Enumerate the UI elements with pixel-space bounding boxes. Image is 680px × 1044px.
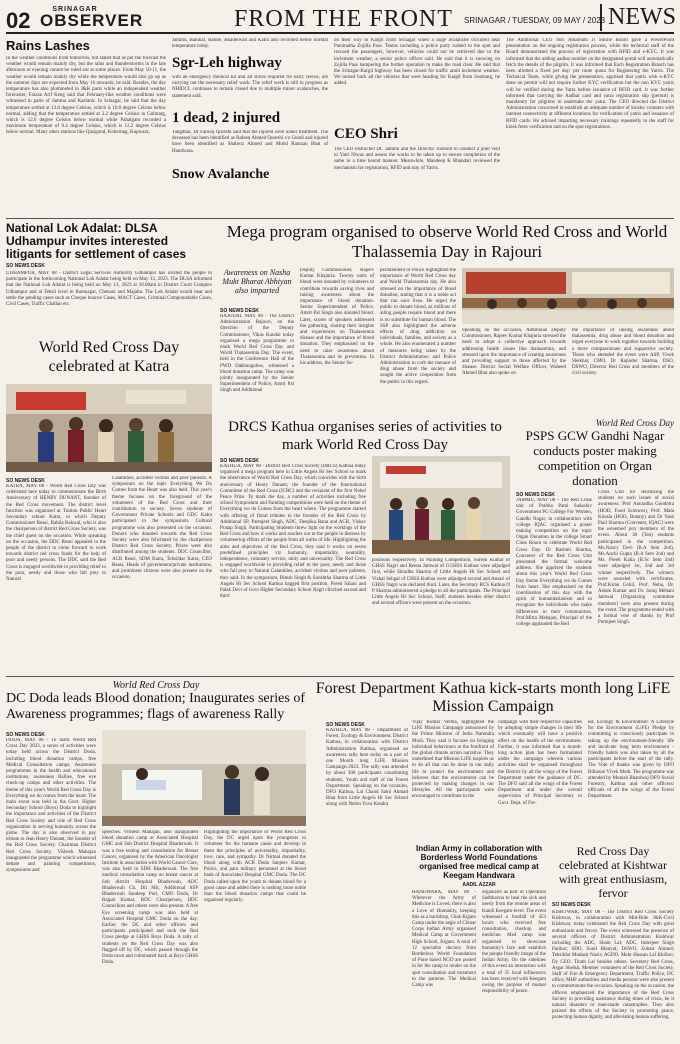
doda-kicker: World Red Cross Day xyxy=(112,680,200,691)
psps-kicker: World Red Cross Day xyxy=(595,418,674,428)
mega-body-col1: RAJOURI, MAY 08 - The District Administration Rajouri, on the direction of the Deputy Commissioner, Vikas Kundal today organised a mega programme to mark World Red Cross Day and World Thalassemia Day. The event, held in the Conference Hall of the PWD Dakbungalow, witnessed a blood donation camp. The camp was jointly inaugurated by the Senior Superintendent of Police, Amrit Pal Singh and Additional xyxy=(220,314,294,394)
mega-photo-image xyxy=(462,268,674,324)
kishtwar-body: KISHTWAR, MAY 08 - The District Red Cross Society Kishtwar, in collaboration with Mid-Ride J&K-Civil Kishtwar, today celebrated the Red Cross Day with great enthusiasm and fervor. The event witnessed the presence of several officers of District Administration Kishtwar including the ADC, Sham Lal; ADC, Inderjeet Singh Parihar; SDO, Sunil Bhutyal; DSWO, Zubair Ahmed; Tehsildar Mudasir Nazir; AGDO, Mehr Hassan Lal Khilloo; Dy CEO, Tirath Lal besides others. Secretary Red Cross, Asgar Sheikh, Member volunteers of the Red Cross Society, Staff of Fire & Emergency Department, Traffic Police, DC office, MHF authorities and media persons were also present to commemorate the occasion. Speaking on the occasion, the officers emphasized the importance of the Red Cross Society in providing assistance during times of crisis, be it natural disasters or man-made catastrophes. They also praised the efforts of the Society in promoting peace, protecting human dignity, and alleviating human suffering. xyxy=(552,910,674,1021)
ceo-article xyxy=(334,38,500,214)
army-body-col2: organized as part of Operation Sadbhavna to heal the sick and needy from the remote areas of Kandi Keegam-level. The event witnessed a footfall of 453 locals who received free consultation, checkup and medicine. Med camp was organised to showcase humanity's face and establish the people friendly image of the Indian Army. On the sidelines of this event an interaction with a total of 35 local influencers has been received with Keegam owing the purpose of mutual responsibility of peace. xyxy=(482,890,546,995)
forest-body-col2: Vijay Kumar Verma, highlighted the LiFE Mission Campaign announced by the Prime Minister of India Narendra Modi. They said it focuses on bringing individual behaviours at the forefront of the global climate action narrative. They underlined that Mission LiFE inspires us to do all that can be done in our daily life to protect the environment and believes that the environment can be protected by making changes in our lifestyles. All the participants were encouraged to contribute in the xyxy=(412,720,494,800)
dlsa-headline: National Lok Adalat: DLSA Udhampur invites interested litigants for settlement of cases xyxy=(6,221,187,261)
zojila-body: on their way to Kargil from Srinagar when a huge avalanche occurred near Panimatha Zojilla Pass. Teams including a police party rushed to the spot and rescued the passengers, however, vehicles could not be retrieved due to the inclement weather, a senior police officer said. He said that it is snowing on Zojilla Pass hampering the further operation to make the road clear. He said that the Srinagar-Kargil highway has been closed for traffic amid inclement weather. We turned back all the vehicles that were heading for Kargil from Sonmarg, he added. xyxy=(334,38,500,87)
shrine-board-body: The Additional CEO Shri Amarnath Ji Shrine Board gave a PowerPoint presentation on the ongoing registration process, while the technical staff of the Board demonstrated the process of registration with RFID and e-KYC. It was informed that the adding aadhar number on the designated portal will automatically fetch the details of the pilgrim. It was informed that Each Registration Branch has been allotted a fixed per day/ per route quota for Registering the Yatris. The Technical Team, while giving the presentation, apprised that yatris with e-KYC done on permit will not require further KYC verification but the non KYC yatris will be verified during the Yatra before issuance of RFID card. It was further informed that carrying the Aadhar card and yatra registration slip (permit) is mandatory for pilgrims to undertake the yatra. The CEO directed the District Administration concerned to establish an adequate number of kiosks/ counters with internet connectivity at different locations for verification of yatris and issuance of RFID cards. He advised imparting necessary trainings repeatedly to the staff for kiosk frees verification and on the spot registrations. xyxy=(506,38,674,130)
mega-body-col3: perintendent of Police highlighted the importance of World Red Cross day and World Thalassemia day. He also stressed on the importance of blood donation, stating that it is a noble act that can save lives. He urged the public to donate blood, as millions of ailing people require blood and there is no substitute for human blood. The SSP also highlighted the adverse effects of drug addiction on individuals, families, and society as a whole. He also enumerated a number of measures being taken by the District Administration and Police Administration to curb the menace of drug abuse from the society and sought the active cooperation from the public in this regard. xyxy=(380,268,456,385)
forest-byline: SO NEWS DESK xyxy=(326,722,365,728)
forest-body-col4: est, Ecology & Environment. A Lifestyle for the Environment (LiFE) Pledge by committing to consciously participate in taking up the environment-friendly life and inculcate long term environment - friendly habits was also taken by all the participants before the start of the rally. The Vote of thanks was given by DFO Billawar Vivek Modi. The programme was attended by Munish Bhardwaj DFO Social Forestry, Kathua and other officers/ officials of all the wings of the Forest Department. xyxy=(588,720,674,800)
section-title: FROM THE FRONT xyxy=(234,6,453,32)
psps-byline: SO NEWS DESK xyxy=(516,492,555,498)
doda-byline: SO NEWS DESK xyxy=(6,732,45,738)
mega-headline: Mega program organised to observe World Red Cross and World Thalassemia Day in Rajouri xyxy=(226,222,668,261)
shrine-board-article xyxy=(506,38,674,214)
dlsa-byline: SO NEWS DESK xyxy=(6,263,45,269)
dateline: SRINAGAR / TUESDAY, 09 MAY / 2023 xyxy=(464,16,606,25)
divider xyxy=(6,218,674,219)
page-number: 02 xyxy=(6,8,31,33)
sgr-intro: Jammu, Banihal, Batote, Bhaderwah and Katra also recorded below normal temperature today. xyxy=(172,38,328,50)
mega-body-col5: the importance of raising awareness about thalassemia, drug abuse and blood donation and urged everyone to work together towards building a more compassionate and supportive society. Those who attended the event were ASP, Vivek Shekhar, CMO, Dr Rajinder Sharma, DSO, DSWO, Director Red Cross and members of the civil society. xyxy=(572,328,674,377)
drcs-event-photo xyxy=(372,456,510,554)
drcs-body-col2: positions respectively. In Painting Competition, Suresh Kumar of GHSS Nagri and Reena Jamwal of GGHSS Kathua were adjudged first, while Shradha Sharma of Little Angels Hr Sec School and Vishal Sehgal of GHSS Kathua were adjudged second and Ansari of GHSS Nagri was declared third. Later, the Secretary RCS Kathua O P Sharma administered a pledge to all the participants. The Principal Little Angels Hr Sec School, Staff, students besides other district and second officers were present on the occasion. xyxy=(372,558,510,607)
drcs-photo-image xyxy=(372,456,510,554)
mega-byline: SO NEWS DESK xyxy=(220,308,259,314)
kishtwar-byline: SO NEWS DESK xyxy=(552,902,591,908)
forest-body-col1: KATHUA, MAY 08 - Department of Forest, Ecology & Environment, District Kathua, in collaboration with District Administration Kathua, organised an awareness rally here today as a part of one Month long LiFE Mission Campaign-2023. The rally was attended by about 300 participants constituting students, Youth and staff of the Forest Department. Speaking on the occasion, DFO Kathua, Lal Chand Saini Ahmad Bhat from Little Angels Hr Sec School along with Nehru Yuva Kendra xyxy=(326,728,408,808)
brand-city: SRINAGAR xyxy=(52,6,98,13)
rains-headline: Rains Lashes xyxy=(6,38,90,53)
doda-body-col2: speeches. Vishesh Mahajan, also inaugurated blood donation camp at Associated Hospital GMC and Sub District Hospital Bhaderwah. It was a free testing and consultation for Breast Cancer, organised by the American Oncologist Institute in association with World Cancer Care, was also held in SDH Bhaderwah. The free medical consultation camp on breast cancer at Sub district Hospital Bhaderwah, ADC Bhaderwah Ch. Dil Mir, Additional SSP Bhaderwah Sandeep Puri, CMO Doda, Dr Rajpal Kumar, BDC Chairperson, DDC Councillors and others were also present. A free Eye screening camp was also held at Associated Hospital GMC Doda on the day. Earlier, the DC and other officers and participants participated and took the Red Cross pledge at GHSS Boys Doda. A rally of students on the Red Cross Day was also flagged off by DC, which passed through the Doda town and culminated back at Boys GHSS Doda. xyxy=(102,830,198,966)
psps-body-col1: JAMMU, MAY 08 - The Red Cross unit of Prabha Patni Sadashiv Government PG College For Women, Gandhi Nagar, in collaboration with college IQAC organised a poster making competition on the topic Organ Donation in the college Smart Class Room to celebrate World Red Cross Day. Dr Rashmi Sharma, Convener of the Red Cross Unit presented the formal welcome address. She apprised the students about this year's World Red Cross Day theme Everything we do Comes from heart. She emphasised on the coordination of this day with the spirit of humanitarianism and to recognize the individuals who make differences in their communities. Prof.Mitra Mahajan, Principal of the college applauded the Red xyxy=(516,498,592,628)
mega-event-photo xyxy=(462,268,674,324)
ceo-body: The CEO instructed DC Jammu and the Director Tourism to conduct a joint visit to Yatri Niwas and assess the works to be taken up to ensure completion of the same in a time bound manner. Meanwhile, Mandeep K Bhandari reviewed the mechanism for registration, RFID and stay of Yatris. xyxy=(334,147,500,171)
sgr-leh-headline: Sgr-Leh highway xyxy=(172,55,282,71)
forest-headline: Forest Department Kathua kick-starts month long LiFE Mission Campaign xyxy=(315,680,671,715)
brand-name: OBSERVER xyxy=(40,11,144,30)
psps-article xyxy=(516,418,674,670)
drcs-kathua-article xyxy=(220,418,510,670)
katra-event-photo xyxy=(6,384,212,472)
sgr-leh-body: with an emergency medical kit and all stores required for early rescue, are carrying out the necessary relief work. The relief work is still in progress as NHIDCL continues to remain closed due to multiple minor avalanches, the statement said. xyxy=(172,75,328,99)
army-byline: AADIL AZZAR xyxy=(462,882,496,888)
masthead xyxy=(6,4,674,34)
kishtwar-article xyxy=(552,844,674,1038)
doda-article xyxy=(6,680,306,1038)
snow-avalanche-headline: Snow Avalanche xyxy=(172,167,270,182)
drcs-byline: SO NEWS DESK xyxy=(220,458,259,464)
indian-army-article xyxy=(412,844,546,1038)
katra-body-col1: KATRA, MAY 08 - World Red Cross Day was celebrated here today to commemorate the Birth Anniversary of HENRY DUNANT, founder of the Red Cross movement. The district level function was organized at Tuition Public Heart Secondary school Katra, in which Deputy Commissioner Reasi, Babila Rakwal, who is also the chairperson of district Red Cross Society, was the chief guest on the occasion. While speaking on the occasion, the DDC Reasi appealed to the people of the district to come forward to work towards district red cross funds for the help of poor and needy persons. The DDC said the Red Cross is engaged worldwide in providing relief to the poor, needy and those who fall prey to Natural xyxy=(6,484,106,583)
doda-event-photo xyxy=(102,730,306,826)
sgr-leh-article xyxy=(172,38,328,214)
katra-body-col2: Calamities, accident victims and poor patients. A symposium on the topic Everything We Do Comes from the Heart was also held. This year's theme focuses on the foreground of the volunteers of the Red Cross and their contribution to society. Seven students of Government Private Schools and GDC Katra participated in the symposium. Cultural programme was also presented on the occasion. Donors who donated towards the Red Cross Society were also felicitated by the chairperson District Red Cross Society. Prizes were also distributed among the students. DDC Councillor, ACR Reasi, SDM Katra, Tehsildar Katra, CEO Reasi, Heads of government/private institutions, and prominent citizens were also present on the occasion. xyxy=(112,476,212,581)
doda-body-col3: Highlighting the importance of World Red Cross Day, the DC urged upon the youngsters to volunteer for the humane cause and develop in them the principles of universality, impartiality, love, care, and sympathy. Dr Nirmal donated the blood along with ACR Doda Sanjeev Kumar, Police, and para military personnel at the blood bank of Associated Hospital GMC Doda. The DC Doda called upon the youth to donate blood for a good cause and added there is nothing more noble than the blood donation camps that could be organised regularly. xyxy=(204,830,306,904)
forest-body-col3: campaign with their respective capacities by adopting simple changes in their life which eventually will have a positive effect on the health of the environment. Further, it was informed that a month-long action plan has been formulated under the campaign wherein various activities shall be organised throughout the District by all the wings of the Forest Department under the guidance of DC. The DFO said all the wings of the Forest Department and under the overall supervision of Principal Secretary to Govt. Dept. of For- xyxy=(498,720,582,806)
kishtwar-headline: Red Cross Day celebrated at Kishtwar with great enthusiasm, fervor xyxy=(558,844,668,900)
mega-body-col2: Deputy Commissioner, Rajeev Kumar Khajuria. Twenty units of blood were donated by volunteers to contribute towards saving lives and raising awareness about the importance of blood donation. Senior Superintendent of Police, Amrit Pal Singh also donated blood. Later, scores of speakers addressed the gathering, sharing their insights and experiences on Thalassemia disease and the importance of blood donation. They emphasised on the need to raise awareness about Thalassemia and its prevention. In his address, the Senior Su- xyxy=(300,268,374,367)
army-body-col1: HANDWARA, MAY 08 - Wherever the Army of Medicine is Loved, there is also a Love of Humanity, keeping this as a backdrop, Chak Kigam Camp under the aegis of Chinar Corps Indian Army organised Medical Camp at Government High School, Kigam. A total of 12 specialist doctors from Borderless World Foundation of Pune based NGO are posted in for the camp to render on the spot consultation and treatment to the patients. The Medical Camp was xyxy=(412,890,476,989)
katra-photo-image xyxy=(6,384,212,472)
rains-body: In the weather conditions from tomorrow, but stated that as per the forecast the weather would remain mainly dry, but the rains and thunderstorms in the late afternoon or evening cannot be ruled out at some places. From May 10-11, the weather would remain mainly dry while the temperature would also go up as the summer days are expected from May 16 onwards, he said. Besides, the day temperature has also plummeted in J&K parts while an independent weather forecaster, Faizan Arif Keng said that February-like weather conditions were witnessed in parts of Jammu and Kashmir. In Srinagar, he said that the day temperature settled at 13.8 degree Celsius, which is 10.0 degree Celsius below normal, adding that the temperature settled at 2.2 degree Celsius in Gulmarg, which is 12.0 degree Celsius below normal while Pahalgam recorded a maximum temperature of 9.4 degree Celsius, which is 12.2 degree Celsius below normal. Many other stations like Qazigund, Kokernag, Kupwara, xyxy=(6,56,166,136)
katra-article xyxy=(6,338,212,670)
doda-headline: DC Doda leads Blood donation; Inaugurates series of Awareness programmes; flags of awareness Rally xyxy=(6,691,305,722)
news-tag: NEWS xyxy=(600,4,676,31)
psps-body-col2: Cross Unit for sensitizing the students on such issues of social awareness. Prof Anuradha Goodotra (HOD, Food Sciences), Prof. Mala Khosla (HOD, Botany) and Dr Yash Paul Sharma (Convener, IQAC) were the esteemed jury members of the event. About 30 (Ten) students participated in the competition. Ms.Nancy Devi (B.A Sem 2nd), Ms.Anchi Gupta (B.A Sem 2nd) and Ms. Preeti Kalia (B.Sc Sem 2nd) were adjudged 1st, 2nd and 3rd winner respectively. The winners were awarded with certificates. Prof.Kiran Gohil, Prof. Neha, Dr. Ashok Kumar and Dr. Suraj Mehani Jamwal (Organizing committee members) were also present during the event. The programme ended with a formal vote of thanks by Prof Parmjeet Singh. xyxy=(598,490,674,626)
mega-body-col4: Speaking on the occasion, Additional Deputy Commissioner, Rajeev Kumar Khajuria stressed the need to adopt a collective approach towards addressing health issues like thalassemia, and stressed upon the importance of creating awareness and providing support to those affected by the disease. District Social Welfare Officer, Waheed Ahmed Bhat also spoke on xyxy=(462,328,566,377)
mega-kicker: Awareness on Nasha Mukt Bharat Abhiyan also imparted xyxy=(222,268,292,295)
katra-headline: World Red Cross Day celebrated at Katra xyxy=(38,339,180,375)
doda-body-col1: DODA, MAY 08 - To mark World Red Cross Day 2023, a series of activities were today held across the District Doda, including blood donation camps, free Medical Consultation camps, Awareness programmes in the health and educational institutions, awareness Rallies, free eye check-up camps and other activities. The theme of this year's World Red Cross Day is Everything we do comes from the heart. The main event was held in the Govt. Higher Secondary School (Boys) Doda to highlight the importance and activities of the District Red Cross Society and role of Red Cross organisation in serving humanity across the globe. The day is also observed to pay tribute to Jean Henry Dunant, the founder of the Red Cross Society. Chairman District Red Cross Society, Vishesh Mahajan inaugurated the programme which witnessed debate and painting competitions, symposiums and xyxy=(6,738,96,874)
dlsa-body: UDHAMPUR, MAY 08 - District Legal Services Authority Udhampur has invited the people to participate in the forthcoming National Lok Adalat being held on May 13, 2023. The DLSA informed that the National Lok Adalat is being held on May 13, 2023 at 10.00am in District Court Complex Udhampur and at Tehsil level in Ramnagar, Chenani and Majalta. The Lok Adalat would hear and settle the pending cases such as Cheque bounce Cases, MACT Cases, Criminal Compoundable Cases, Civil Cases, Traffic Challan etc. xyxy=(6,271,212,308)
dead-injured-body: Tangdhar, Dr Farooq Qureshi said that the injured were under treatment. The deceased has been identified as Rafeeq Ahmed Qureshi r/o Gundi and injured have been identified as Shabroz Ahmed and Mohd Ramzan Bhat of Handwara. xyxy=(172,130,328,154)
dlsa-article xyxy=(6,222,212,332)
psps-headline: PSPS GCW Gandhi Nagar conducts poster making competition on Organ donation xyxy=(525,428,665,488)
drcs-headline: DRCS Kathua organises series of activities to mark World Red Cross Day xyxy=(228,419,502,453)
katra-byline: SO NEWS DESK xyxy=(6,478,45,484)
dead-injured-headline: 1 dead, 2 injured xyxy=(172,110,281,126)
rains-article xyxy=(6,38,166,214)
ceo-headline: CEO Shri xyxy=(334,126,398,142)
mega-program-article xyxy=(220,222,674,412)
doda-photo-image xyxy=(102,730,306,826)
divider xyxy=(6,676,674,677)
army-headline: Indian Army in collaboration with Borderless World Foundations organised free medical camp at Keegam Handwara xyxy=(416,844,542,880)
drcs-body-col1: KATHUA, MAY 08 - District Red Cross Society (DRCS) Kathua today organised a mega program here in Little Angels Hr Sec School to mark the observance of World Red Cross Day, which coincides with the birth anniversary of Henry Dunant, the founder of the International Committee of the Red Cross (ICRC) and the recipient of the first Nobel Peace Prize. To mark the day, a number of activities including free school Symposium and Painting competitions were held on the theme of Everything we do Comes from the heart where. The programme started with offering of floral tributes to the founder of the Red Cross by Additional SP, Parmjeet Singh, ADC, Deepika Rana and ACR, Vishav Pratap Singh. Participating Students threw light on the workings of the Red Cross and how it works and reaches out to the people in distress by volunteering efforts of the people from all walks of life. Highlighting the aims and objectives of the Red Cross, they said it works on seven predefined principles viz humanity, impartiality, neutrality, independence, voluntary service, unity and universality. The Red Cross is engaged worldwide in providing relief to the poor, needy and those who fall prey to Natural Calamities, accident victims and poor patients, they said. In the symposium, Ritesh Singh & Sarishtha Sharma of Little Angels Hr Sec School Kathua bagged first position, Preeti Salani and Palak Devi of Govt Higher Secondary School Nagri clinched second and third xyxy=(220,464,366,600)
forest-article xyxy=(312,680,674,838)
newspaper-logo xyxy=(40,6,144,30)
